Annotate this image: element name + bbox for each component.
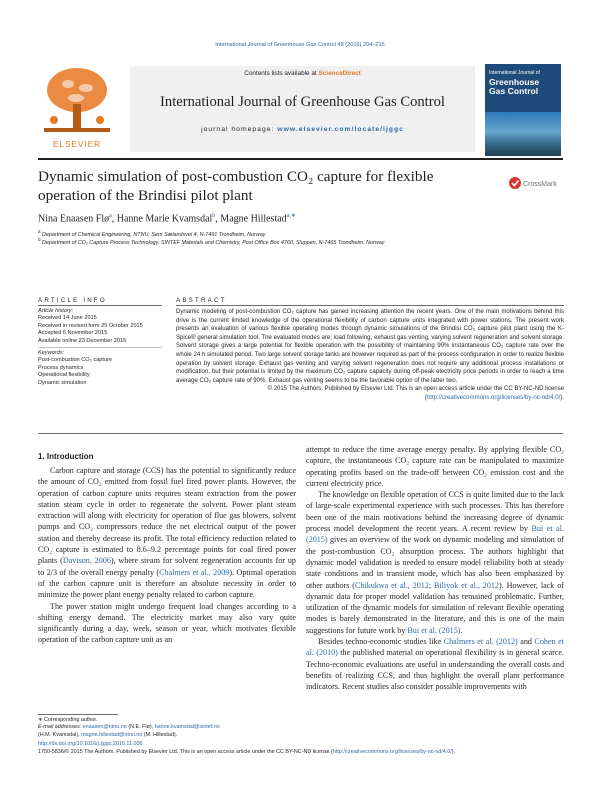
contents-prefix: Contents lists available at	[244, 70, 317, 77]
publisher-name: ELSEVIER	[52, 140, 102, 149]
paragraph-text: The power station might undergo frequent load changes according to a shifting energy demand. The electricity market may also vary quite significantly during a day, week, season or year, which motivates flexible operation of the carbon capture unit as an	[38, 601, 296, 645]
article-info-rule	[38, 305, 162, 306]
abstract-license	[176, 385, 564, 402]
paragraph-text: attempt to reduce the time average energy penalty. By applying flexible CO₂ capture, the instantaneous CO₂ capture rate can be manipulated to maximize operating profits based on the trade-off between CO₂ emission cost and the current electricity price.	[306, 445, 564, 488]
homepage-link[interactable]: www.elsevier.com/locate/ijggc	[277, 126, 404, 133]
issn-end: ).	[451, 748, 456, 755]
email-link-1[interactable]: enaasen@ntnu.no	[82, 724, 127, 731]
keyword-4: Dynamic simulation	[38, 379, 87, 386]
issn-license-link[interactable]: http://creativecommons.org/licenses/by-nc-nd/4.0/	[332, 748, 452, 755]
paragraph-text: Besides techno-economic studies like	[318, 637, 444, 647]
author-1-affiliation: a	[109, 213, 112, 219]
author-1[interactable]: Nina Enaasen Flø	[38, 213, 110, 225]
email-link-2[interactable]: hanne.kvamsdal@sintef.no	[154, 724, 220, 731]
online-date: Available online 23 December 2015	[38, 337, 127, 344]
paragraph	[306, 444, 564, 489]
citation-link[interactable]: Chalmers et al., 2009	[159, 567, 230, 577]
header-rule	[38, 158, 563, 160]
affiliation-a-text: Department of Chemical Engineering, NTNU, Sem Sælandsvei 4, N-7491 Trondheim, Norway	[42, 231, 266, 238]
email-owner-3: (M. Hillestad).	[143, 731, 178, 738]
email-owner-1: (N.E. Flø),	[128, 724, 154, 731]
abstract-text: Dynamic modeling of post-combustion CO₂ capture has gained increasing attention the recent years. One of the main motivations behind this drive is the current limited knowledge of the operational flexibility of carbon capture units integrated with power stations. The present work presents an evaluation of various flexible operating modes through dynamic simulations of the Brindisi CO₂ capture pilot plant using the K-Spice® general simulation tool. The evaluated modes are; load following, exhaust gas venting, varying solvent regeneration and solvent storage. Solvent storage gives a large potential for flexible operation with the possibility of maintaining 90% instantaneous CO₂ capture rate over the whole 24 h simulated period. Two large solvent storage tanks are however required as part of the process configuration in order to realize flexible operation by solvent storage. Exhaust gas venting and varying solvent regeneration does not require any additional process installations or modification, but their potential is limited by the maximum CO₂ capture capacity during off-peak electricity price periods in order to reach a time average CO₂ capture rate of 90%. Exhaust gas venting seems to be the favorable option of the latter two.	[176, 309, 564, 384]
keywords	[38, 350, 168, 387]
abstract-heading: ABSTRACT	[176, 297, 227, 304]
cover-image	[485, 112, 561, 156]
citation-link[interactable]: Cohen et al. (2010)	[306, 637, 565, 658]
bottom-info	[38, 741, 563, 756]
revised-date: Received in revised form 25 October 2015	[38, 322, 143, 329]
article-info	[38, 308, 168, 345]
paragraph-text: ), where steam for solvent regeneration accounts for up to 2/3 of the overall energy penalty (	[38, 556, 296, 577]
accepted-date: Accepted 6 November 2015	[38, 330, 108, 337]
email-addresses	[38, 724, 298, 731]
journal-reference[interactable]: International Journal of Greenhouse Gas Control 48 (2016) 204–215	[215, 42, 385, 48]
article-title	[38, 168, 498, 205]
section-heading: 1. Introduction	[38, 452, 94, 461]
author-3-affiliation: a,∗	[286, 213, 296, 219]
citation-link[interactable]: Chikukwa et al., 2012; Biliyok et al., 2012	[354, 580, 499, 590]
paragraph-text: The knowledge on flexible operation of CCS is quite limited due to the lack of large-scale experimental experience with such processes. This has therefore been one of the main motivations behind the increasing degree of dynamic process model development the recent years. A recent review by	[306, 490, 564, 534]
abstract-rule	[176, 305, 564, 306]
paragraph	[38, 465, 296, 601]
citation-link[interactable]: Chalmers et al. (2012)	[443, 637, 518, 647]
keyword-3: Operational flexibility	[38, 372, 90, 379]
citation-link[interactable]: Davison, 2006	[62, 556, 111, 566]
crossmark-icon[interactable]	[508, 176, 562, 190]
abstract-bottom-rule	[38, 433, 563, 434]
paragraph-text: gives an overview of the work on dynamic modeling and simulation of the post-combustion CO₂ absorption process. The authors highlight that dynamic model validation is needed to ensure model reliability both at steady state conditions and in transient mode, which has also been emphasized by other authors (	[306, 535, 564, 590]
issn-license-line	[38, 749, 563, 757]
elsevier-tree-logo	[38, 64, 116, 140]
journal-title: International Journal of Greenhouse Gas Control	[160, 94, 445, 110]
paragraph	[38, 601, 296, 646]
affiliation-b-text: Department of CO₂ Capture Process Technology, SINTEF Materials and Chemistry, Post Office Box 4760, Sluppen, N-7465 Trondheim, Norway	[42, 239, 385, 246]
journal-cover	[485, 64, 561, 156]
citation-link[interactable]: Bui et al. (2015)	[407, 625, 461, 635]
email-label: E-mail addresses:	[38, 724, 82, 731]
author-3[interactable]: Magne Hillestad	[220, 213, 287, 225]
affiliation-a: $^a$ Department of Chemical Engineering, NTNU, Sem Sælandsvei 4, N-7491 Trondheim, Norway	[38, 229, 266, 238]
email-owner-2: (H.M. Kvamsdal),	[38, 731, 80, 738]
journal-homepage	[130, 126, 475, 133]
doi-link[interactable]: http://dx.doi.org/10.1016/j.ijggc.2015.11.006	[38, 741, 143, 747]
paragraph-text: ). Optimal operation of the carbon capture unit is therefore an absolute necessity in order to minimize the power plant energy penalty related to carbon capture.	[38, 567, 297, 600]
paragraph-text: the published material on operational flexibility is in general scarce. Techno-economic evaluations are useful in understanding the overall costs and benefits of realizing CCS, and thus highlight the overall plant performance indicators. Recent studies also consider possible improvements with	[306, 648, 565, 692]
citation-link[interactable]: Bui et al. (2015)	[306, 524, 564, 545]
received-date: Received 14 June 2015	[38, 315, 97, 322]
title-line-2: operation of the Brindisi pilot plant	[38, 186, 253, 204]
author-2-affiliation: b	[212, 213, 216, 219]
sciencedirect-link[interactable]: ScienceDirect	[318, 70, 361, 77]
affiliation-b: $^b$ Department of CO₂ Capture Process Technology, SINTEF Materials and Chemistry, Post Office Box 4760, Sluppen, N-7465 Trondheim, Norway	[38, 237, 385, 246]
keywords-label: Keywords:	[38, 350, 65, 356]
history-label: Article history:	[38, 308, 74, 314]
right-column	[306, 444, 564, 693]
title-line-1: Dynamic simulation of post-combustion CO₂ capture for flexible	[38, 168, 434, 185]
abstract-body	[176, 308, 564, 403]
author-2[interactable]: Hanne Marie Kvamsdal	[116, 213, 213, 225]
cover-title: Greenhouse Gas Control	[489, 77, 540, 96]
paragraph	[306, 636, 564, 692]
contents-line	[130, 70, 475, 77]
issn-text: 1750-5836/© 2015 The Authors. Published by Elsevier Ltd. This is an open access article under the CC BY-NC-ND license (	[38, 748, 333, 755]
keyword-2: Process dynamics	[38, 364, 84, 371]
license-text: © 2015 The Authors. Published by Elsevier Ltd. This is an open access article under the CC BY-NC-ND license (	[267, 386, 564, 401]
cover-subtitle: International Journal of	[489, 70, 540, 76]
corresponding-author-note: ∗ Corresponding author.	[38, 717, 98, 723]
left-column	[38, 465, 296, 646]
info-divider	[38, 347, 162, 348]
license-end: ).	[560, 394, 564, 401]
footnote-rule	[38, 714, 118, 715]
email-link-3[interactable]: magne.hillestad@ntnu.no	[81, 731, 143, 738]
homepage-label: journal homepage:	[201, 126, 275, 133]
paragraph	[306, 489, 564, 636]
crossmark-label: CrossMark	[523, 181, 557, 188]
keyword-1: Post-combustion CO₂ capture	[38, 357, 112, 364]
license-link[interactable]: http://creativecommons.org/licenses/by-nc-nd/4.0/	[426, 394, 561, 401]
paragraph-text: and	[517, 637, 535, 647]
paragraph-text: .	[460, 625, 463, 635]
paragraph-text: Carbon capture and storage (CCS) has the potential to significantly reduce the amount of CO₂ emitted from fossil fuel fired power plants. However, the operation of carbon capture units requires steam extraction from the power station steam cycle in order to regenerate the solvent. Power plant steam extraction will along with electricity for operation of flue gas blowers, solvent pumps and CO₂ compressors reduce the net electrical output of the power station and thereby decrease its profit. The total efficiency reduction related to CO₂ capture is estimated to 8.6–9.2 percentage points for coal fired power plants (	[38, 466, 296, 566]
footnotes	[38, 717, 298, 739]
article-info-heading: ARTICLE INFO	[38, 297, 107, 304]
paragraph-text: ). However, lack of dynamic data for proper model validation has remained problematic. Further, utilization of the dynamic models for simulation of relevant flexible operating modes is barely demonstrated in the literature, and this is one of the main suggestions for future work by	[306, 580, 564, 635]
author-list: Nina Enaasen Flø$^a$, Hanne Marie Kvamsdal$^b$, Magne Hillestad$^{a,∗}$	[38, 213, 296, 225]
